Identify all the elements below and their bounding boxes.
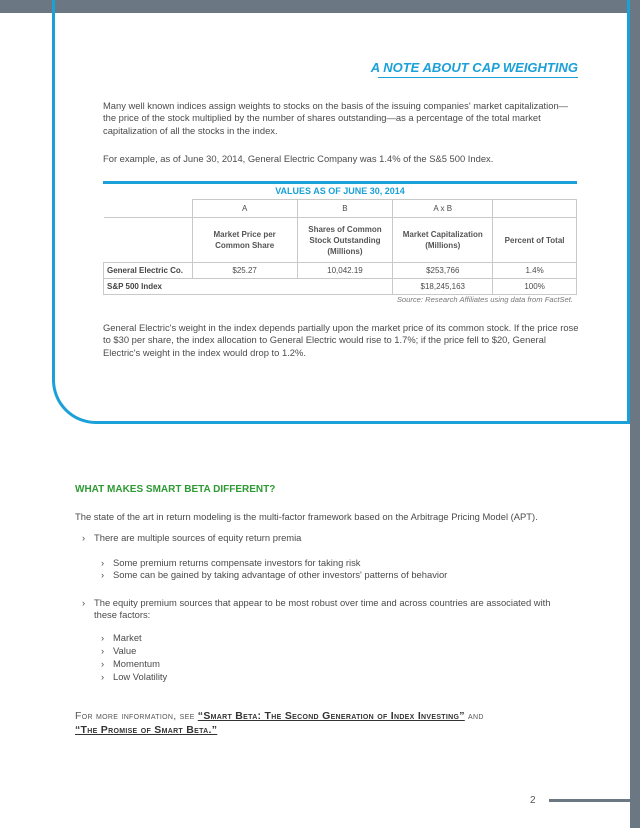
table-title: VALUES AS OF JUNE 30, 2014 [275, 186, 405, 196]
table-corner-cell [104, 200, 193, 218]
smart-beta-intro: The state of the art in return modeling is the multi-factor framework based on the Arbitrage Pricing Model (APT). [75, 511, 538, 522]
row-label: S&P 500 Index [104, 279, 393, 295]
table-row [104, 263, 577, 279]
factor-text: Low Volatility [113, 671, 168, 682]
cell-percent: 1.4% [493, 263, 577, 279]
chevron-right-icon: › [101, 671, 105, 682]
right-edge-bar [630, 0, 640, 828]
factor-text: Momentum [113, 658, 160, 669]
letter-b: B [297, 200, 393, 218]
bullet-text: There are multiple sources of equity return premia [94, 532, 302, 543]
cell-price: $25.27 [192, 263, 297, 279]
bullet-text: The equity premium sources that appear to be most robust over time and across countries are associated with these factors: [94, 597, 551, 621]
more-info [75, 709, 595, 737]
table-letter-row [104, 200, 577, 218]
values-table [103, 199, 577, 295]
table-title-bar [103, 181, 577, 184]
page-number: 2 [530, 795, 536, 806]
header-percent-total: Percent of Total [493, 218, 577, 263]
page-number-bar [549, 799, 630, 802]
link-promise-of-smart-beta[interactable]: “The Promise of Smart Beta.” [75, 724, 218, 736]
header-market-cap: Market Capitalization (Millions) [393, 218, 493, 263]
factor-text: Market [113, 632, 142, 643]
cell-shares: 10,042.19 [297, 263, 393, 279]
table-corner-cell [104, 218, 193, 263]
row-label: General Electric Co. [104, 263, 193, 279]
title-rule [378, 77, 578, 78]
section-title: A NOTE ABOUT CAP WEIGHTING [370, 60, 578, 75]
more-info-prefix: For more information, see [75, 710, 198, 722]
table-source-note: Source: Research Affiliates using data from FactSet. [396, 295, 573, 304]
sub-bullet-text: Some can be gained by taking advantage of other investors' patterns of behavior [113, 569, 448, 580]
paragraph-ge-weight: General Electric's weight in the index depends partially upon the market price of its common stock. If the price rose to $30 per share, the index allocation to General Electric would rise to 1.7%; if the price fell to $20, General Electric's weight in the index would drop to 1.2%. [103, 322, 579, 358]
chevron-right-icon: › [101, 658, 105, 669]
paragraph-example: For example, as of June 30, 2014, General Electric Company was 1.4% of the S&5 500 Index. [103, 153, 494, 164]
cell-percent: 100% [493, 279, 577, 295]
header-market-price: Market Price per Common Share [192, 218, 297, 263]
cell-market-cap: $18,245,163 [393, 279, 493, 295]
sub-bullet-text: Some premium returns compensate investors for taking risk [113, 557, 361, 568]
letter-blank [493, 200, 577, 218]
paragraph-cap-weighting: Many well known indices assign weights to stocks on the basis of the issuing companies' market capitalization—the price of the stock multiplied by the number of shares outstanding—as a percentage of the total market capitalization of all the stocks in the index. [103, 100, 569, 136]
letter-axb: A x B [393, 200, 493, 218]
smart-beta-heading: WHAT MAKES SMART BETA DIFFERENT? [75, 484, 276, 495]
chevron-right-icon: › [101, 645, 105, 656]
factor-text: Value [113, 645, 137, 656]
table-row [104, 279, 577, 295]
cell-market-cap: $253,766 [393, 263, 493, 279]
header-shares-outstanding: Shares of Common Stock Outstanding (Millions) [297, 218, 393, 263]
more-info-and: and [464, 710, 484, 722]
table-header-row [104, 218, 577, 263]
link-smart-beta-second-generation[interactable]: “Smart Beta: The Second Generation of Index Investing” [197, 710, 465, 722]
chevron-right-icon: › [101, 557, 105, 568]
chevron-right-icon: › [101, 632, 105, 643]
chevron-right-icon: › [82, 532, 86, 543]
chevron-right-icon: › [101, 569, 105, 580]
chevron-right-icon: › [82, 597, 86, 608]
letter-a: A [192, 200, 297, 218]
